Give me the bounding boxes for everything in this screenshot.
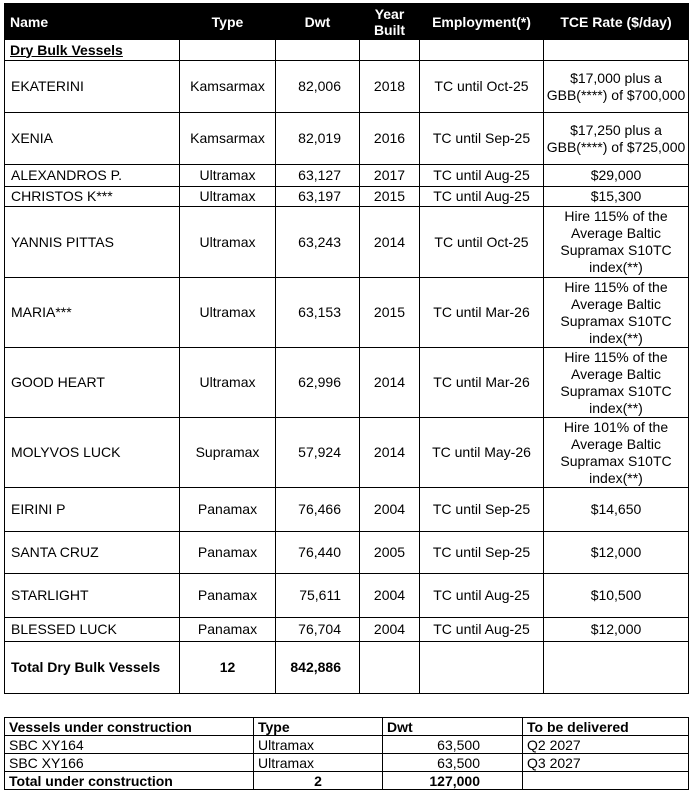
header-employment: Employment(*)	[420, 4, 544, 40]
vessel-year: 2018	[360, 61, 420, 113]
header-type: Type	[254, 718, 383, 736]
total-label: Total under construction	[5, 772, 254, 790]
vessel-dwt: 82,019	[276, 113, 360, 165]
vessel-dwt: 76,440	[276, 532, 360, 574]
vessel-dwt: 63,127	[276, 165, 360, 187]
header-row	[5, 4, 689, 40]
header-dwt: Dwt	[276, 4, 360, 40]
header-year-built: Year Built	[360, 4, 420, 40]
vessel-type: Supramax	[180, 418, 276, 488]
table-row	[5, 165, 689, 187]
vessel-type: Ultramax	[180, 207, 276, 278]
vessel-dwt: 63,500	[383, 754, 523, 772]
vessel-year: 2005	[360, 532, 420, 574]
section-title: Dry Bulk Vessels	[5, 40, 180, 61]
vessel-type: Ultramax	[254, 736, 383, 754]
vessel-employment: TC until Sep-25	[420, 532, 544, 574]
vessel-dwt: 63,197	[276, 187, 360, 207]
vessel-delivery: Q2 2027	[523, 736, 689, 754]
vessel-rate: Hire 115% of the Average Baltic Supramax S10TC index(**)	[544, 207, 689, 278]
vessel-dwt: 63,243	[276, 207, 360, 278]
under-construction-table	[4, 717, 689, 790]
vessel-name: XENIA	[5, 113, 180, 165]
vessel-rate: $12,000	[544, 618, 689, 642]
vessel-name: BLESSED LUCK	[5, 618, 180, 642]
vessel-dwt: 82,006	[276, 61, 360, 113]
vessel-rate: $10,500	[544, 574, 689, 618]
vessel-type: Ultramax	[180, 187, 276, 207]
vessel-name: SANTA CRUZ	[5, 532, 180, 574]
vessel-year: 2004	[360, 574, 420, 618]
vessel-type: Kamsarmax	[180, 61, 276, 113]
vessel-employment: TC until Aug-25	[420, 165, 544, 187]
vessel-year: 2014	[360, 418, 420, 488]
section-row	[5, 40, 689, 61]
header-name: Name	[5, 4, 180, 40]
vessel-employment: TC until Aug-25	[420, 187, 544, 207]
dry-bulk-fleet-table	[4, 3, 689, 694]
vessel-dwt: 76,466	[276, 488, 360, 532]
vessel-rate: $12,000	[544, 532, 689, 574]
vessel-type: Ultramax	[180, 165, 276, 187]
vessel-rate: $15,300	[544, 187, 689, 207]
vessel-name: GOOD HEART	[5, 348, 180, 418]
header-tce-rate: TCE Rate ($/day)	[544, 4, 689, 40]
vessel-employment: TC until Aug-25	[420, 574, 544, 618]
vessel-dwt: 63,500	[383, 736, 523, 754]
vessel-type: Panamax	[180, 618, 276, 642]
vessel-type: Ultramax	[254, 754, 383, 772]
vessel-rate: $17,000 plus a GBB(****) of $700,000	[544, 61, 689, 113]
table-row	[5, 618, 689, 642]
vessel-rate: $29,000	[544, 165, 689, 187]
vessel-name: MOLYVOS LUCK	[5, 418, 180, 488]
vessel-type: Ultramax	[180, 348, 276, 418]
vessel-year: 2016	[360, 113, 420, 165]
total-dwt: 127,000	[383, 772, 523, 790]
vessel-rate: Hire 101% of the Average Baltic Supramax S10TC index(**)	[544, 418, 689, 488]
table-row	[5, 187, 689, 207]
vessel-dwt: 75,611	[276, 574, 360, 618]
vessel-employment: TC until Mar-26	[420, 278, 544, 348]
vessel-year: 2014	[360, 207, 420, 278]
vessel-employment: TC until Oct-25	[420, 61, 544, 113]
vessel-name: SBC XY164	[5, 736, 254, 754]
table-row	[5, 488, 689, 532]
total-row	[5, 642, 689, 694]
table-row	[5, 278, 689, 348]
vessel-employment: TC until Aug-25	[420, 618, 544, 642]
vessel-year: 2015	[360, 278, 420, 348]
vessel-type: Kamsarmax	[180, 113, 276, 165]
header-vessels: Vessels under construction	[5, 718, 254, 736]
header-row	[5, 718, 689, 736]
vessel-employment: TC until May-26	[420, 418, 544, 488]
vessel-year: 2004	[360, 488, 420, 532]
table-row	[5, 736, 689, 754]
table-row	[5, 754, 689, 772]
vessel-rate: $17,250 plus a GBB(****) of $725,000	[544, 113, 689, 165]
vessel-name: MARIA***	[5, 278, 180, 348]
vessel-rate: Hire 115% of the Average Baltic Supramax S10TC index(**)	[544, 278, 689, 348]
vessel-name: CHRISTOS K***	[5, 187, 180, 207]
vessel-type: Panamax	[180, 532, 276, 574]
vessel-dwt: 76,704	[276, 618, 360, 642]
table-row	[5, 207, 689, 278]
table-row	[5, 574, 689, 618]
vessel-type: Panamax	[180, 574, 276, 618]
vessel-name: ALEXANDROS P.	[5, 165, 180, 187]
vessel-year: 2004	[360, 618, 420, 642]
vessel-employment: TC until Oct-25	[420, 207, 544, 278]
table-row	[5, 61, 689, 113]
vessel-name: EIRINI P	[5, 488, 180, 532]
vessel-dwt: 57,924	[276, 418, 360, 488]
total-label: Total Dry Bulk Vessels	[5, 642, 180, 694]
table-row	[5, 348, 689, 418]
vessel-name: STARLIGHT	[5, 574, 180, 618]
vessel-rate: Hire 115% of the Average Baltic Supramax S10TC index(**)	[544, 348, 689, 418]
total-row	[5, 772, 689, 790]
vessel-employment: TC until Sep-25	[420, 488, 544, 532]
vessel-rate: $14,650	[544, 488, 689, 532]
vessel-name: YANNIS PITTAS	[5, 207, 180, 278]
total-count: 2	[254, 772, 383, 790]
vessel-name: SBC XY166	[5, 754, 254, 772]
vessel-type: Panamax	[180, 488, 276, 532]
vessel-dwt: 62,996	[276, 348, 360, 418]
total-count: 12	[180, 642, 276, 694]
table-row	[5, 113, 689, 165]
vessel-year: 2014	[360, 348, 420, 418]
vessel-employment: TC until Mar-26	[420, 348, 544, 418]
vessel-name: EKATERINI	[5, 61, 180, 113]
vessel-year: 2015	[360, 187, 420, 207]
vessel-dwt: 63,153	[276, 278, 360, 348]
vessel-delivery: Q3 2027	[523, 754, 689, 772]
vessel-year: 2017	[360, 165, 420, 187]
vessel-type: Ultramax	[180, 278, 276, 348]
header-dwt: Dwt	[383, 718, 523, 736]
table-row	[5, 418, 689, 488]
vessel-employment: TC until Sep-25	[420, 113, 544, 165]
header-delivery: To be delivered	[523, 718, 689, 736]
header-type: Type	[180, 4, 276, 40]
table-row	[5, 532, 689, 574]
total-dwt: 842,886	[276, 642, 360, 694]
